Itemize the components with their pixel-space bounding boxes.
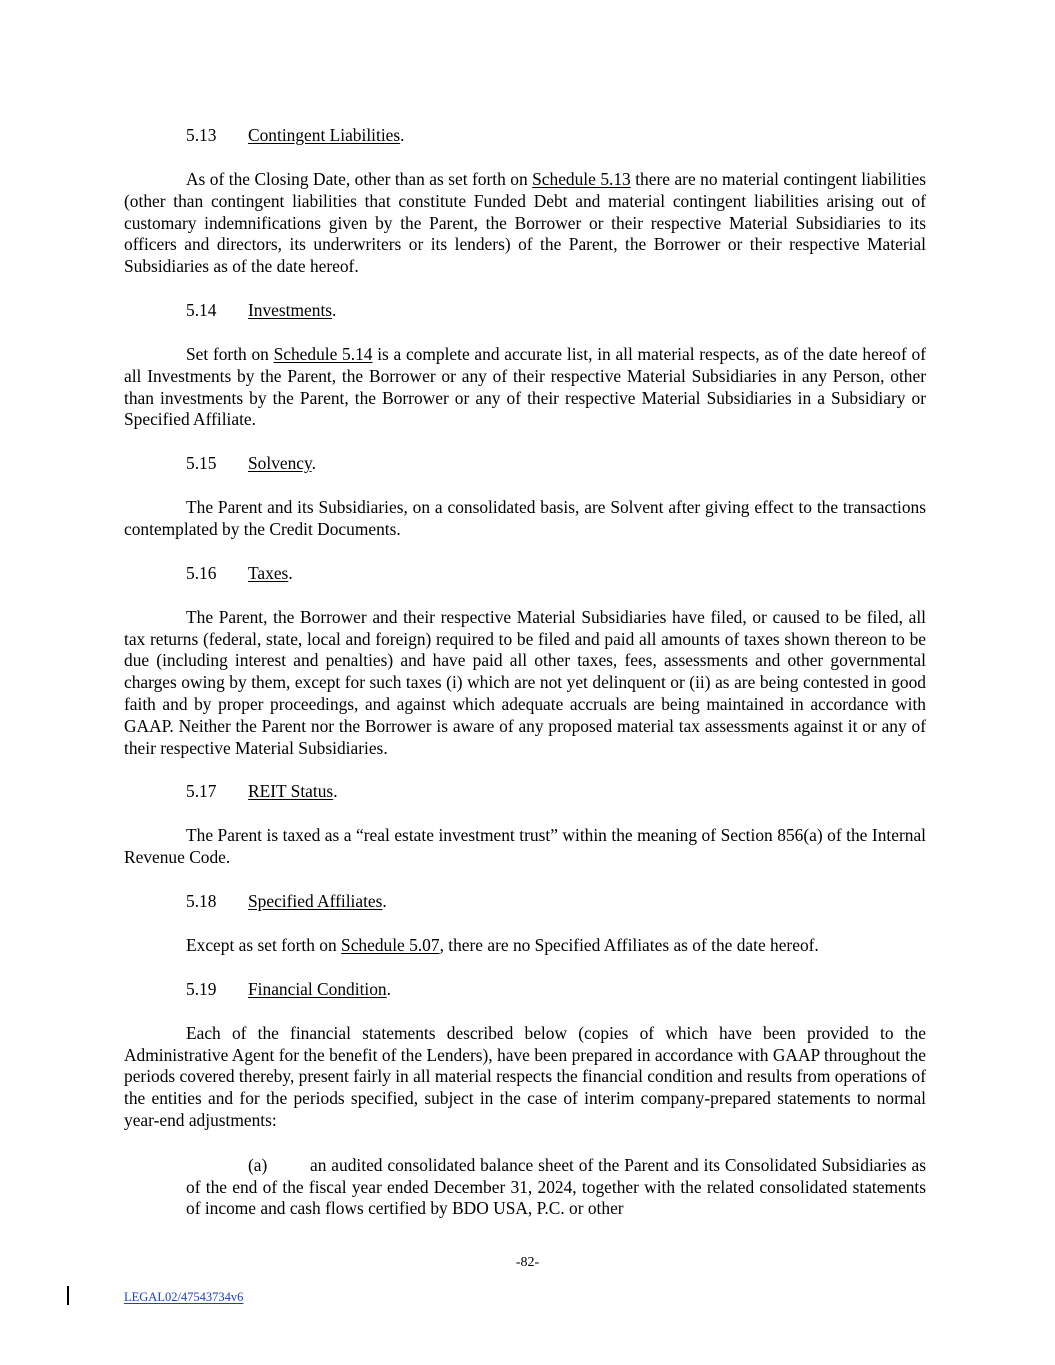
item-text: an audited consolidated balance sheet of the Parent and its Consolidated Subsidiaries as of the end of the fiscal year ended December 31, 2024, together with the related consolidated statements of income and cash flows certified by BDO USA, P.C. or other (186, 1154, 926, 1219)
section-number: 5.16 (186, 562, 217, 583)
section-heading-5-14 (124, 300, 926, 322)
section-heading-5-17 (124, 781, 926, 803)
section-number: 5.13 (186, 125, 217, 145)
financial-statement-item-a (186, 1155, 926, 1220)
section-number: 5.17 (186, 781, 217, 802)
schedule-reference: Schedule 5.07 (341, 934, 440, 955)
section-number: 5.14 (186, 299, 217, 320)
body-text: there are no material contingent liabilities (other than contingent liabilities that constitute Funded Debt and material contingent liabilities arising out of customary indemnifications given by the Parent, the Borrower or their respective Material Subsidiaries to its officers and directors, its underwriters or its lenders) of the Parent, the Borrower or their respective Material Subsidiaries as of the date hereof. (124, 169, 927, 277)
section-body-5-18 (124, 935, 926, 957)
document-id-link[interactable]: LEGAL02/47543734v6 (124, 1290, 244, 1304)
section-heading-5-13 (124, 125, 926, 147)
heading-period: . (332, 299, 337, 320)
section-number: 5.18 (186, 890, 217, 911)
section-body-5-13 (124, 169, 926, 278)
section-heading-5-18 (124, 891, 926, 913)
schedule-reference: Schedule 5.14 (273, 343, 373, 364)
section-heading-5-19 (124, 979, 926, 1001)
heading-period: . (382, 890, 387, 911)
heading-period: . (400, 125, 405, 145)
section-title: Specified Affiliates (248, 890, 383, 911)
heading-period: . (386, 978, 391, 999)
body-text: , there are no Specified Affiliates as of the date hereof. (439, 934, 819, 955)
document-body (124, 125, 926, 1220)
heading-period: . (333, 781, 338, 802)
section-title: Taxes (248, 562, 289, 583)
revision-bar (67, 1286, 69, 1305)
section-number: 5.15 (186, 453, 217, 474)
section-heading-5-16 (124, 563, 926, 585)
section-title: Solvency (248, 453, 312, 474)
body-text: is a complete and accurate list, in all material respects, as of the date hereof of all Investments by the Parent, the Borrower or any of their respective Material Subsidiaries in any Person, other than investments by the Parent, the Borrower or any of their respective Material Subsidiaries in a Subsidiary or Specified Affiliate. (124, 343, 926, 430)
section-body-5-17: The Parent is taxed as a “real estate investment trust” within the meaning of Section 856(a) of the Internal Revenue Code. (124, 825, 926, 868)
item-label: (a) (248, 1154, 268, 1175)
schedule-reference: Schedule 5.13 (532, 169, 631, 189)
section-body-5-15: The Parent and its Subsidiaries, on a consolidated basis, are Solvent after giving effect to the transactions contemplated by the Credit Documents. (124, 497, 926, 539)
body-text: Set forth on (186, 343, 274, 364)
section-heading-5-15 (124, 453, 926, 475)
page-number: -82- (515, 1255, 540, 1270)
heading-period: . (288, 562, 293, 583)
section-title: Investments (248, 299, 333, 320)
section-title: Financial Condition (248, 978, 387, 999)
section-body-5-14 (124, 344, 926, 431)
section-body-5-16: The Parent, the Borrower and their respective Material Subsidiaries have filed, or caused to be filed, all tax returns (federal, state, local and foreign) required to be filed and paid all amounts of taxes shown thereon to be due (including interest and penalties) and have paid all other taxes, fees, assessments and other governmental charges owing by them, except for such taxes (i) which are not yet delinquent or (ii) as are being contested in good faith and by proper proceedings, and against which adequate accruals are being maintained in accordance with GAAP. Neither the Parent nor the Borrower is aware of any proposed material tax assessments against it or any of their respective Material Subsidiaries. (124, 606, 926, 758)
section-body-5-19: Each of the financial statements described below (copies of which have been provided to the Administrative Agent for the benefit of the Lenders), have been prepared in accordance with GAAP throughout the periods covered thereby, present fairly in all material respects the financial condition and results from operations of the entities and for the periods specified, subject in the case of interim company-prepared statements to normal year-end adjustments: (124, 1022, 926, 1130)
body-text: Except as set forth on (186, 934, 342, 955)
section-title: Contingent Liabilities (248, 125, 401, 145)
heading-period: . (311, 453, 316, 474)
section-title: REIT Status (248, 781, 334, 802)
body-text: As of the Closing Date, other than as set forth on (186, 169, 533, 189)
section-number: 5.19 (186, 978, 217, 999)
